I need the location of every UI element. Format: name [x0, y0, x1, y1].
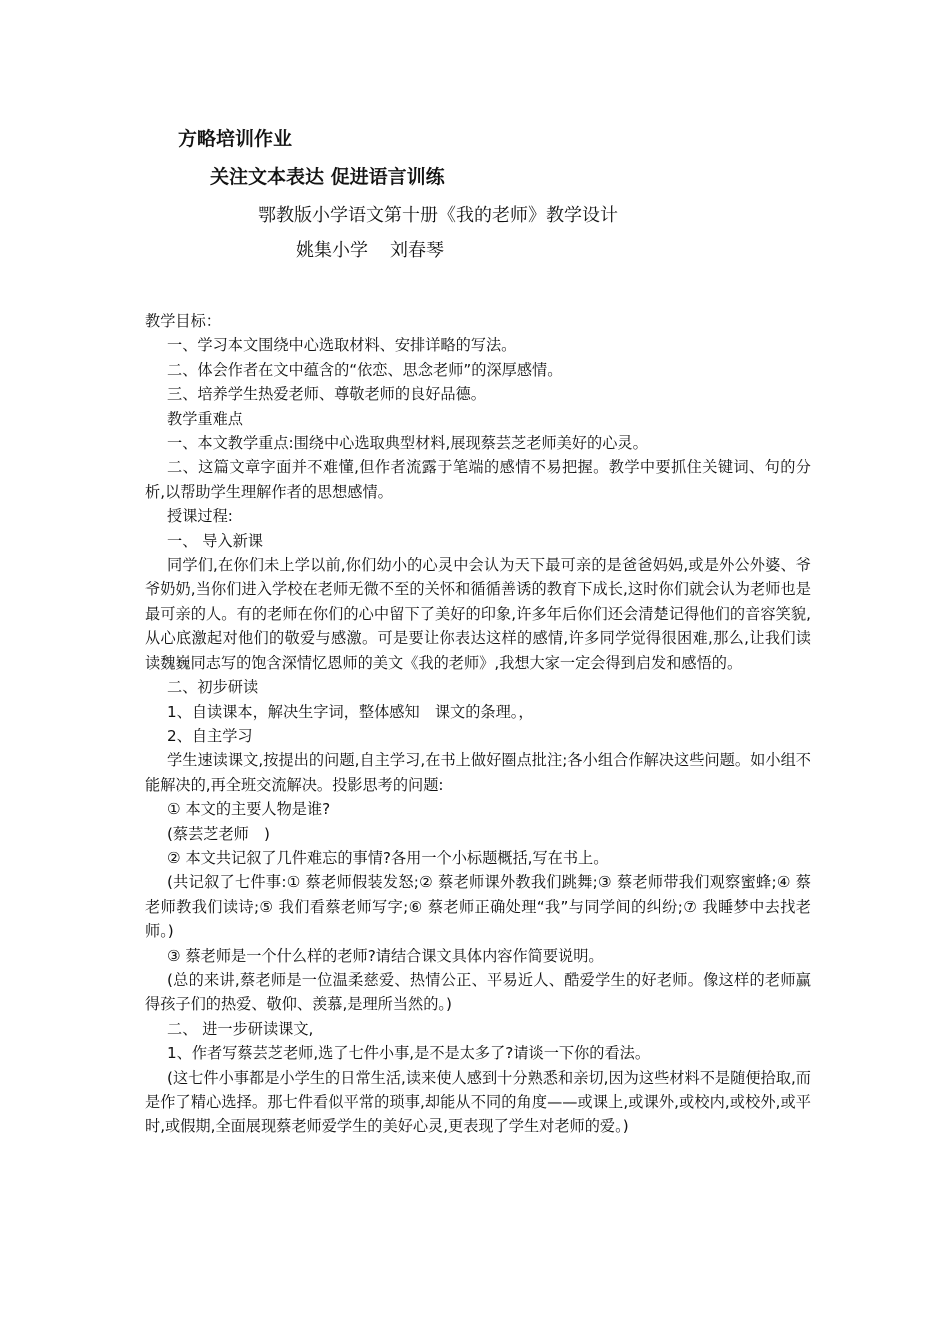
answer-item: (蔡芸芝老师 ): [167, 824, 270, 843]
question-item: 1、作者写蔡芸芝老师,选了七件小事,是不是太多了?请谈一下你的看法。: [167, 1044, 651, 1063]
body-paragraph: 学生速读课文,按提出的问题,自主学习,在书上做好圈点批注;各小组合作解决这些问题。如小组不能解决的,再全班交流解决。投影思考的问题:: [145, 751, 811, 794]
question-item: ③ 蔡老师是一个什么样的老师?请结合课文具体内容作简要说明。: [167, 946, 604, 965]
keypoint-item: 二、这篇文章字面并不难懂,但作者流露于笔端的感情不易把握。教学中要抓住关键词、句的分析,以帮助学生理解作者的思想感情。: [145, 458, 811, 501]
body-paragraph: 同学们,在你们未上学以前,你们幼小的心灵中会认为天下最可亲的是爸爸妈妈,或是外公外婆、爷爷奶奶,当你们进入学校在老师无微不至的关怀和循循善诱的教育下成长,这时你们就会认为老师也是最可亲的人。有的老师在你们的心中留下了美好的印象,许多年后你们还会清楚记得他们的音容笑貌,从心底激起对他们的敬爱与感激。可是要让你表达这样的感情,许多同学觉得很困难,那么,让我们读读魏巍同志写的饱含深情忆恩师的美文《我的老师》,我想大家一定会得到启发和感悟的。: [145, 556, 811, 672]
step-heading: 一、 导入新课: [167, 531, 263, 550]
objective-item: 三、培养学生热爱老师、尊敬老师的良好品德。: [167, 385, 486, 404]
author-name: 刘春琴: [390, 240, 444, 261]
keypoint-item: 一、本文教学重点:围绕中心选取典型材料,展现蔡芸芝老师美好的心灵。: [167, 434, 648, 453]
document-body: [145, 309, 811, 1139]
answer-item: (共记叙了七件事:① 蔡老师假装发怒;② 蔡老师课外教我们跳舞;③ 蔡老师带我们观察蜜蜂;④ 蔡老师教我们读诗;⑤ 我们看蔡老师写字;⑥ 蔡老师正确处理“我”与同学间的纠纷;⑦ 我睡梦中去找老师。): [145, 873, 811, 941]
section-heading-process: 授课过程:: [167, 507, 233, 526]
objective-item: 一、学习本文围绕中心选取材料、安排详略的写法。: [167, 336, 517, 355]
step-item: 1、自读课本，解决生字词，整体感知 课文的条理。，: [167, 702, 534, 721]
assignment-title: 方略培训作业: [178, 128, 293, 150]
objective-item: 二、体会作者在文中蕴含的“依恋、思念老师”的深厚感情。: [167, 360, 563, 379]
school-name: 姚集小学: [296, 240, 368, 261]
step-heading: 二、 进一步研读课文,: [167, 1019, 314, 1038]
document-title: 关注文本表达 促进语言训练: [210, 166, 445, 188]
question-item: ② 本文共记叙了几件难忘的事情?各用一个小标题概括,写在书上。: [167, 848, 609, 867]
answer-item: (总的来讲,蔡老师是一位温柔慈爱、热情公正、平易近人、酷爱学生的好老师。像这样的老师赢得孩子们的热爱、敬仰、羡慕,是理所当然的。): [145, 970, 811, 1014]
section-heading-keypoints: 教学重难点: [167, 409, 243, 428]
answer-item: (这七件小事都是小学生的日常生活,读来使人感到十分熟悉和亲切,因为这些材料不是随便拾取,而是作了精心选择。那七件看似平常的琐事,却能从不同的角度——或课上,或课外,或校内,或校外,或平时,或假期,全面展现蔡老师爱学生的美好心灵,更表现了学生对老师的爱。): [145, 1068, 811, 1136]
step-heading: 二、初步研读: [167, 678, 259, 697]
document-subtitle: 鄂教版小学语文第十册《我的老师》教学设计: [258, 205, 618, 226]
author-line: [296, 236, 444, 262]
step-item: 2、自主学习: [167, 726, 253, 745]
section-heading-objectives: 教学目标：: [145, 312, 221, 330]
question-item: ① 本文的主要人物是谁?: [167, 800, 331, 819]
